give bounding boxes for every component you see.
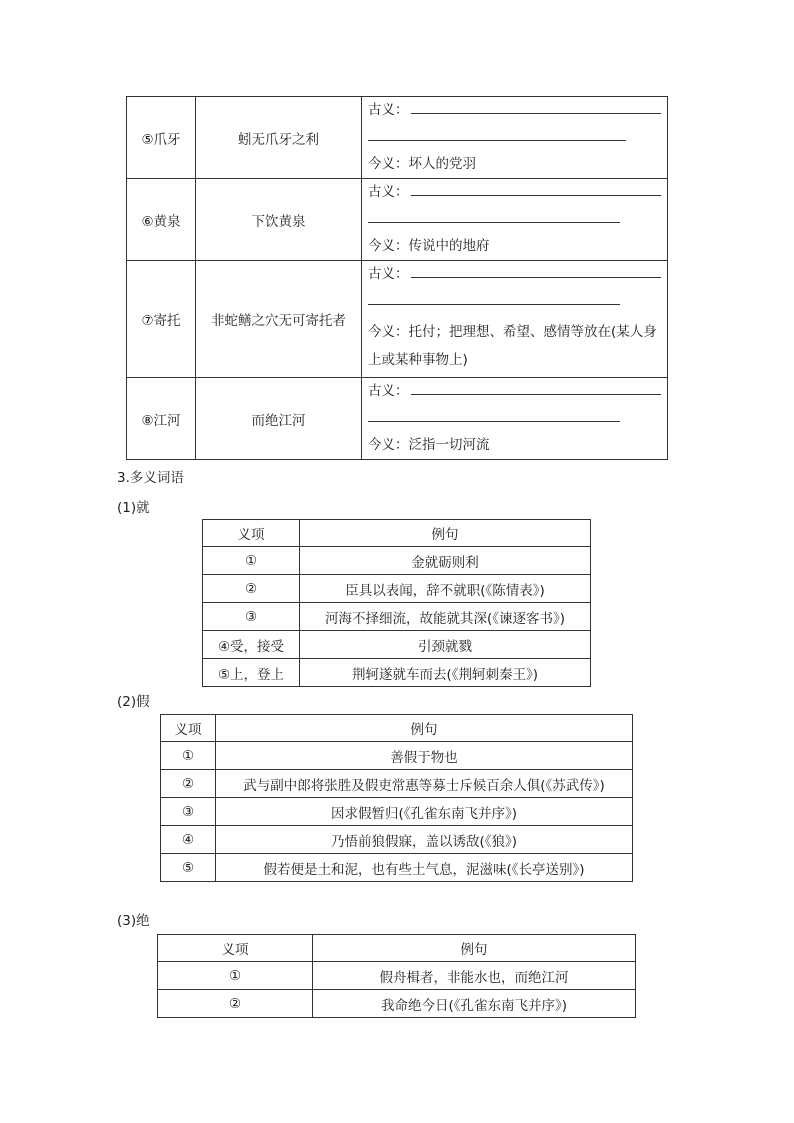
example-cell: 乃悟前狼假寐，盖以诱敌(《狼》)	[216, 826, 633, 854]
word-cell: ⑧江河	[127, 378, 196, 460]
table-row	[127, 179, 668, 261]
modern-meaning: 今义：坏人的党羽	[368, 155, 476, 172]
modern-meaning: 今义：传说中的地府	[368, 237, 490, 254]
table-row	[161, 798, 633, 826]
example-cell: 引颈就戮	[300, 631, 591, 659]
subsection-title-jiu: (1)就	[117, 500, 150, 516]
table-row	[203, 631, 591, 659]
sense-cell: ④	[161, 826, 216, 854]
answer-blank	[368, 221, 620, 223]
sense-cell: ①	[158, 962, 313, 990]
example-cell: 河海不择细流，故能就其深(《谏逐客书》)	[300, 603, 591, 631]
sentence-cell: 蚓无爪牙之利	[196, 97, 362, 179]
example-cell: 荆轲遂就车而去(《荆轲刺秦王》)	[300, 659, 591, 687]
ancient-label: 古义：	[368, 382, 409, 399]
table-header-row	[203, 520, 591, 547]
ancient-label: 古义：	[368, 101, 409, 118]
example-cell: 假舟楫者，非能水也，而绝江河	[313, 962, 636, 990]
sense-cell: ②	[203, 575, 300, 603]
header-example: 例句	[313, 935, 636, 962]
word-cell: ⑥黄泉	[127, 179, 196, 261]
example-cell: 臣具以表闻，辞不就职(《陈情表》)	[300, 575, 591, 603]
table-row	[161, 770, 633, 798]
polysemy-table-jiu	[202, 519, 591, 687]
table-header-row	[161, 715, 633, 742]
answer-blank	[368, 303, 620, 305]
polysemy-table-jia	[160, 714, 633, 882]
sense-cell: ⑤	[161, 854, 216, 882]
table-row	[158, 990, 636, 1018]
word-cell: ⑤爪牙	[127, 97, 196, 179]
answer-blank	[411, 393, 662, 395]
answer-blank	[368, 420, 620, 422]
table-header-row	[158, 935, 636, 962]
table-row	[161, 826, 633, 854]
example-cell: 武与副中郎将张胜及假吏常惠等募士斥候百余人俱(《苏武传》)	[216, 770, 633, 798]
subsection-title-jia: (2)假	[117, 694, 150, 710]
example-cell: 我命绝今日(《孔雀东南飞并序》)	[313, 990, 636, 1018]
example-cell: 金就砺则利	[300, 547, 591, 575]
ancient-label: 古义：	[368, 183, 409, 200]
answer-blank	[411, 276, 662, 278]
example-cell: 因求假暂归(《孔雀东南飞并序》)	[216, 798, 633, 826]
meaning-cell	[362, 261, 668, 378]
header-example: 例句	[300, 520, 591, 547]
table-row	[203, 659, 591, 687]
sense-cell: ③	[203, 603, 300, 631]
table-row	[127, 261, 668, 378]
ancient-modern-meaning-table	[126, 96, 668, 460]
table-row	[203, 575, 591, 603]
answer-blank	[368, 139, 626, 141]
table-row	[203, 547, 591, 575]
sense-cell: ①	[203, 547, 300, 575]
sense-cell: ⑤上，登上	[203, 659, 300, 687]
header-sense: 义项	[158, 935, 313, 962]
sense-cell: ①	[161, 742, 216, 770]
modern-meaning: 今义：托付；把理想、希望、感情等放在(某人身上或某种事物上)	[368, 324, 657, 368]
table-row	[127, 97, 668, 179]
meaning-cell	[362, 179, 668, 261]
polysemy-table-jue	[157, 934, 636, 1018]
table-row	[127, 378, 668, 460]
sentence-cell: 非蛇鳝之穴无可寄托者	[196, 261, 362, 378]
answer-blank	[411, 112, 662, 114]
ancient-label: 古义：	[368, 265, 409, 282]
table-row	[203, 603, 591, 631]
example-cell: 假若便是土和泥，也有些土气息，泥滋味(《长亭送别》)	[216, 854, 633, 882]
table-row	[161, 742, 633, 770]
subsection-title-jue: (3)绝	[117, 913, 150, 929]
sentence-cell: 下饮黄泉	[196, 179, 362, 261]
example-cell: 善假于物也	[216, 742, 633, 770]
meaning-cell	[362, 378, 668, 460]
table-row	[161, 854, 633, 882]
word-cell: ⑦寄托	[127, 261, 196, 378]
sense-cell: ③	[161, 798, 216, 826]
sense-cell: ②	[158, 990, 313, 1018]
sentence-cell: 而绝江河	[196, 378, 362, 460]
section-heading-polysemy: 3.多义词语	[117, 470, 184, 486]
modern-meaning: 今义：泛指一切河流	[368, 436, 490, 453]
table-row	[158, 962, 636, 990]
sense-cell: ②	[161, 770, 216, 798]
header-sense: 义项	[161, 715, 216, 742]
answer-blank	[411, 194, 662, 196]
header-example: 例句	[216, 715, 633, 742]
meaning-cell	[362, 97, 668, 179]
sense-cell: ④受，接受	[203, 631, 300, 659]
header-sense: 义项	[203, 520, 300, 547]
